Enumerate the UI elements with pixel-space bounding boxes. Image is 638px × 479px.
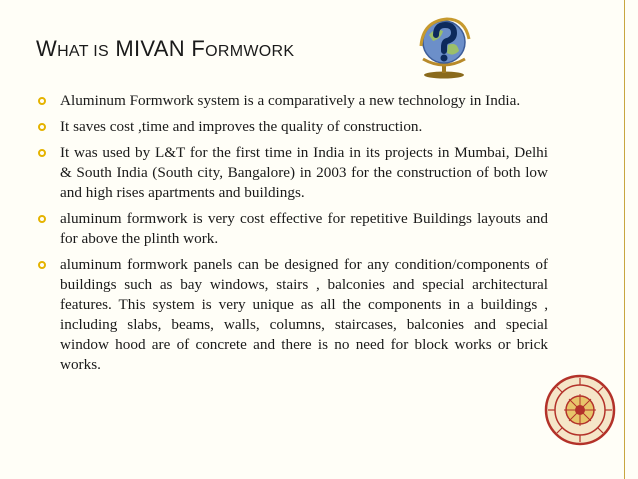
bullet-item: [36, 91, 548, 111]
bullet-text: It was used by L&T for the first time in India in its projects in Mumbai, Delhi & South India (South city, Bangalore) in 2003 for the construction of both low and high rises apartments and buildings.: [60, 144, 548, 201]
slide-title: [36, 36, 294, 62]
title-part-w: W: [36, 36, 58, 61]
question-globe-icon: [413, 13, 475, 79]
bullet-item: [36, 117, 548, 137]
bullet-marker-icon: [38, 215, 46, 223]
bullet-text: aluminum formwork panels can be designed for any condition/components of buildings such as bay windows, stairs , balconies and special architectural features. This system is very unique as all the components in a buildings , including slabs, beams, walls, columns, staircases, balconies and special window hood are of concrete and there is no need for block works or brick works.: [60, 256, 548, 373]
bullet-marker-icon: [38, 261, 46, 269]
bullet-marker-icon: [38, 123, 46, 131]
institute-seal-logo: [544, 374, 616, 446]
bullet-marker-icon: [38, 149, 46, 157]
bullet-item: [36, 209, 548, 249]
title-part-hat-is: HAT IS: [57, 43, 109, 60]
title-part-mivan: MIVAN F: [115, 36, 206, 61]
bullet-text: It saves cost ,time and improves the quality of construction.: [60, 118, 423, 135]
bullet-item: [36, 255, 548, 375]
bullet-text: Aluminum Formwork system is a comparatively a new technology in India.: [60, 92, 521, 109]
bullet-list: [36, 91, 548, 381]
title-part-ormwork: ORMWORK: [205, 43, 295, 60]
bullet-text: aluminum formwork is very cost effective for repetitive Buildings layouts and for above the plinth work.: [60, 210, 548, 247]
bullet-marker-icon: [38, 97, 46, 105]
bullet-item: [36, 143, 548, 203]
right-border-line: [624, 0, 626, 479]
